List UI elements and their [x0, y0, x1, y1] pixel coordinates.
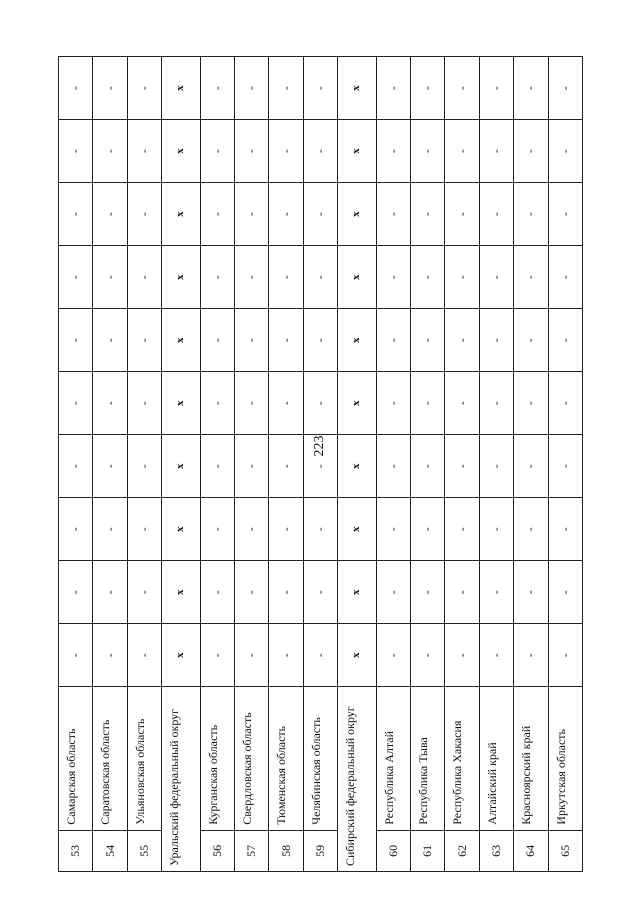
table-row	[548, 57, 582, 872]
value-cell: -	[548, 57, 582, 120]
value-cell: -	[269, 246, 303, 309]
value-cell: -	[514, 309, 548, 372]
value-cell: -	[445, 372, 479, 435]
value-cell: -	[376, 309, 410, 372]
value-cell: -	[411, 561, 445, 624]
value-cell: x	[338, 246, 376, 309]
row-number: 56	[200, 830, 234, 871]
region-name: Республика Хакасия	[445, 687, 479, 830]
value-cell: -	[200, 57, 234, 120]
value-cell: -	[376, 624, 410, 687]
row-number: 60	[376, 830, 410, 871]
value-cell: x	[162, 624, 200, 687]
value-cell: -	[59, 120, 93, 183]
value-cell: -	[200, 309, 234, 372]
value-cell: -	[127, 498, 161, 561]
table-row	[235, 57, 269, 872]
value-cell: -	[200, 498, 234, 561]
value-cell: -	[235, 372, 269, 435]
value-cell: -	[514, 498, 548, 561]
value-cell: -	[303, 624, 337, 687]
value-cell: -	[303, 309, 337, 372]
value-cell: -	[93, 624, 127, 687]
value-cell: -	[514, 120, 548, 183]
value-cell: -	[479, 120, 513, 183]
value-cell: -	[200, 624, 234, 687]
value-cell: -	[269, 624, 303, 687]
value-cell: -	[93, 309, 127, 372]
value-cell: -	[445, 435, 479, 498]
value-cell: -	[411, 309, 445, 372]
table-row	[127, 57, 161, 872]
value-cell: x	[162, 309, 200, 372]
value-cell: -	[235, 183, 269, 246]
value-cell: -	[200, 183, 234, 246]
value-cell: -	[376, 120, 410, 183]
value-cell: -	[269, 561, 303, 624]
value-cell: -	[235, 435, 269, 498]
value-cell: -	[59, 372, 93, 435]
value-cell: -	[548, 183, 582, 246]
value-cell: -	[93, 120, 127, 183]
district-name: Уральский федеральный округ	[162, 687, 200, 872]
value-cell: -	[548, 120, 582, 183]
page-number: 223	[312, 435, 327, 457]
value-cell: -	[59, 561, 93, 624]
value-cell: -	[200, 561, 234, 624]
value-cell: x	[162, 561, 200, 624]
value-cell: -	[303, 246, 337, 309]
value-cell: -	[303, 57, 337, 120]
value-cell: -	[59, 57, 93, 120]
value-cell: -	[548, 372, 582, 435]
value-cell: -	[514, 57, 548, 120]
row-number: 58	[269, 830, 303, 871]
value-cell: -	[93, 57, 127, 120]
table-row	[59, 57, 93, 872]
value-cell: -	[514, 183, 548, 246]
value-cell: -	[127, 120, 161, 183]
value-cell: x	[162, 57, 200, 120]
value-cell: -	[445, 624, 479, 687]
district-row	[162, 57, 200, 872]
table-row	[411, 57, 445, 872]
value-cell: -	[479, 246, 513, 309]
value-cell: x	[338, 498, 376, 561]
value-cell: -	[514, 624, 548, 687]
value-cell: -	[127, 246, 161, 309]
value-cell: -	[93, 183, 127, 246]
value-cell: x	[338, 120, 376, 183]
region-name: Курганская область	[200, 687, 234, 830]
value-cell: -	[303, 561, 337, 624]
value-cell: -	[235, 57, 269, 120]
value-cell: x	[162, 435, 200, 498]
region-name: Тюменская область	[269, 687, 303, 830]
value-cell: -	[269, 57, 303, 120]
value-cell: -	[59, 309, 93, 372]
value-cell: -	[445, 498, 479, 561]
value-cell: -	[235, 246, 269, 309]
value-cell: -	[548, 498, 582, 561]
value-cell: -	[269, 183, 303, 246]
row-number: 55	[127, 830, 161, 871]
value-cell: x	[162, 372, 200, 435]
value-cell: -	[548, 624, 582, 687]
table-body	[59, 57, 583, 872]
value-cell: -	[479, 57, 513, 120]
value-cell: -	[514, 561, 548, 624]
value-cell: -	[269, 498, 303, 561]
value-cell: -	[303, 435, 337, 498]
value-cell: -	[445, 183, 479, 246]
row-number: 61	[411, 830, 445, 871]
value-cell: -	[376, 435, 410, 498]
value-cell: -	[376, 498, 410, 561]
value-cell: x	[162, 498, 200, 561]
row-number: 62	[445, 830, 479, 871]
value-cell: -	[411, 435, 445, 498]
value-cell: -	[127, 624, 161, 687]
value-cell: -	[59, 498, 93, 561]
value-cell: -	[548, 435, 582, 498]
district-name: Сибирский федеральный округ	[338, 687, 376, 872]
value-cell: -	[548, 246, 582, 309]
region-name: Республика Алтай	[376, 687, 410, 830]
row-number: 64	[514, 830, 548, 871]
region-name: Свердловская область	[235, 687, 269, 830]
value-cell: -	[235, 498, 269, 561]
value-cell: -	[127, 435, 161, 498]
value-cell: -	[269, 435, 303, 498]
value-cell: -	[445, 57, 479, 120]
value-cell: -	[269, 309, 303, 372]
row-number: 65	[548, 830, 582, 871]
value-cell: -	[445, 246, 479, 309]
row-number: 59	[303, 830, 337, 871]
value-cell: x	[338, 624, 376, 687]
value-cell: -	[269, 372, 303, 435]
value-cell: -	[127, 57, 161, 120]
district-row	[338, 57, 376, 872]
value-cell: -	[59, 246, 93, 309]
value-cell: -	[411, 246, 445, 309]
region-name: Иркутская область	[548, 687, 582, 830]
value-cell: -	[127, 183, 161, 246]
value-cell: -	[479, 183, 513, 246]
value-cell: -	[269, 120, 303, 183]
value-cell: x	[162, 120, 200, 183]
value-cell: -	[127, 561, 161, 624]
value-cell: -	[479, 435, 513, 498]
value-cell: x	[338, 372, 376, 435]
region-name: Самарская область	[59, 687, 93, 830]
row-number: 63	[479, 830, 513, 871]
value-cell: -	[303, 183, 337, 246]
value-cell: -	[200, 372, 234, 435]
value-cell: -	[93, 372, 127, 435]
value-cell: x	[162, 183, 200, 246]
value-cell: x	[338, 183, 376, 246]
value-cell: -	[235, 624, 269, 687]
value-cell: -	[548, 309, 582, 372]
value-cell: -	[59, 624, 93, 687]
value-cell: -	[93, 498, 127, 561]
value-cell: -	[479, 498, 513, 561]
region-name: Саратовская область	[93, 687, 127, 830]
value-cell: -	[235, 561, 269, 624]
value-cell: -	[93, 561, 127, 624]
value-cell: -	[479, 309, 513, 372]
value-cell: -	[59, 183, 93, 246]
region-name: Ульяновская область	[127, 687, 161, 830]
region-name: Красноярский край	[514, 687, 548, 830]
value-cell: -	[411, 120, 445, 183]
value-cell: -	[303, 372, 337, 435]
value-cell: -	[479, 372, 513, 435]
table-row	[93, 57, 127, 872]
row-number: 57	[235, 830, 269, 871]
value-cell: x	[338, 57, 376, 120]
table-row	[303, 57, 337, 872]
value-cell: -	[479, 561, 513, 624]
value-cell: -	[411, 372, 445, 435]
value-cell: x	[338, 435, 376, 498]
rotated-table-container	[58, 56, 582, 872]
value-cell: -	[514, 372, 548, 435]
value-cell: -	[548, 561, 582, 624]
value-cell: x	[338, 561, 376, 624]
value-cell: -	[411, 624, 445, 687]
value-cell: x	[338, 309, 376, 372]
value-cell: -	[376, 561, 410, 624]
value-cell: -	[411, 183, 445, 246]
value-cell: -	[514, 435, 548, 498]
value-cell: -	[200, 120, 234, 183]
value-cell: -	[93, 435, 127, 498]
value-cell: -	[127, 309, 161, 372]
row-number: 53	[59, 830, 93, 871]
row-number: 54	[93, 830, 127, 871]
value-cell: -	[127, 372, 161, 435]
value-cell: -	[445, 120, 479, 183]
value-cell: -	[479, 624, 513, 687]
region-name: Республика Тыва	[411, 687, 445, 830]
table-row	[514, 57, 548, 872]
value-cell: -	[235, 120, 269, 183]
value-cell: -	[411, 498, 445, 561]
table-row	[376, 57, 410, 872]
value-cell: -	[411, 57, 445, 120]
value-cell: -	[376, 372, 410, 435]
value-cell: -	[200, 435, 234, 498]
value-cell: -	[514, 246, 548, 309]
table-row	[445, 57, 479, 872]
region-name: Алтайский край	[479, 687, 513, 830]
value-cell: -	[376, 183, 410, 246]
value-cell: -	[445, 561, 479, 624]
value-cell: -	[93, 246, 127, 309]
value-cell: -	[235, 309, 269, 372]
value-cell: -	[303, 120, 337, 183]
value-cell: -	[376, 57, 410, 120]
value-cell: x	[162, 246, 200, 309]
table-row	[269, 57, 303, 872]
region-name: Челябинская область	[303, 687, 337, 830]
value-cell: -	[376, 246, 410, 309]
value-cell: -	[445, 309, 479, 372]
table-row	[200, 57, 234, 872]
regions-table	[58, 56, 583, 872]
value-cell: -	[303, 498, 337, 561]
value-cell: -	[59, 435, 93, 498]
table-row	[479, 57, 513, 872]
value-cell: -	[200, 246, 234, 309]
